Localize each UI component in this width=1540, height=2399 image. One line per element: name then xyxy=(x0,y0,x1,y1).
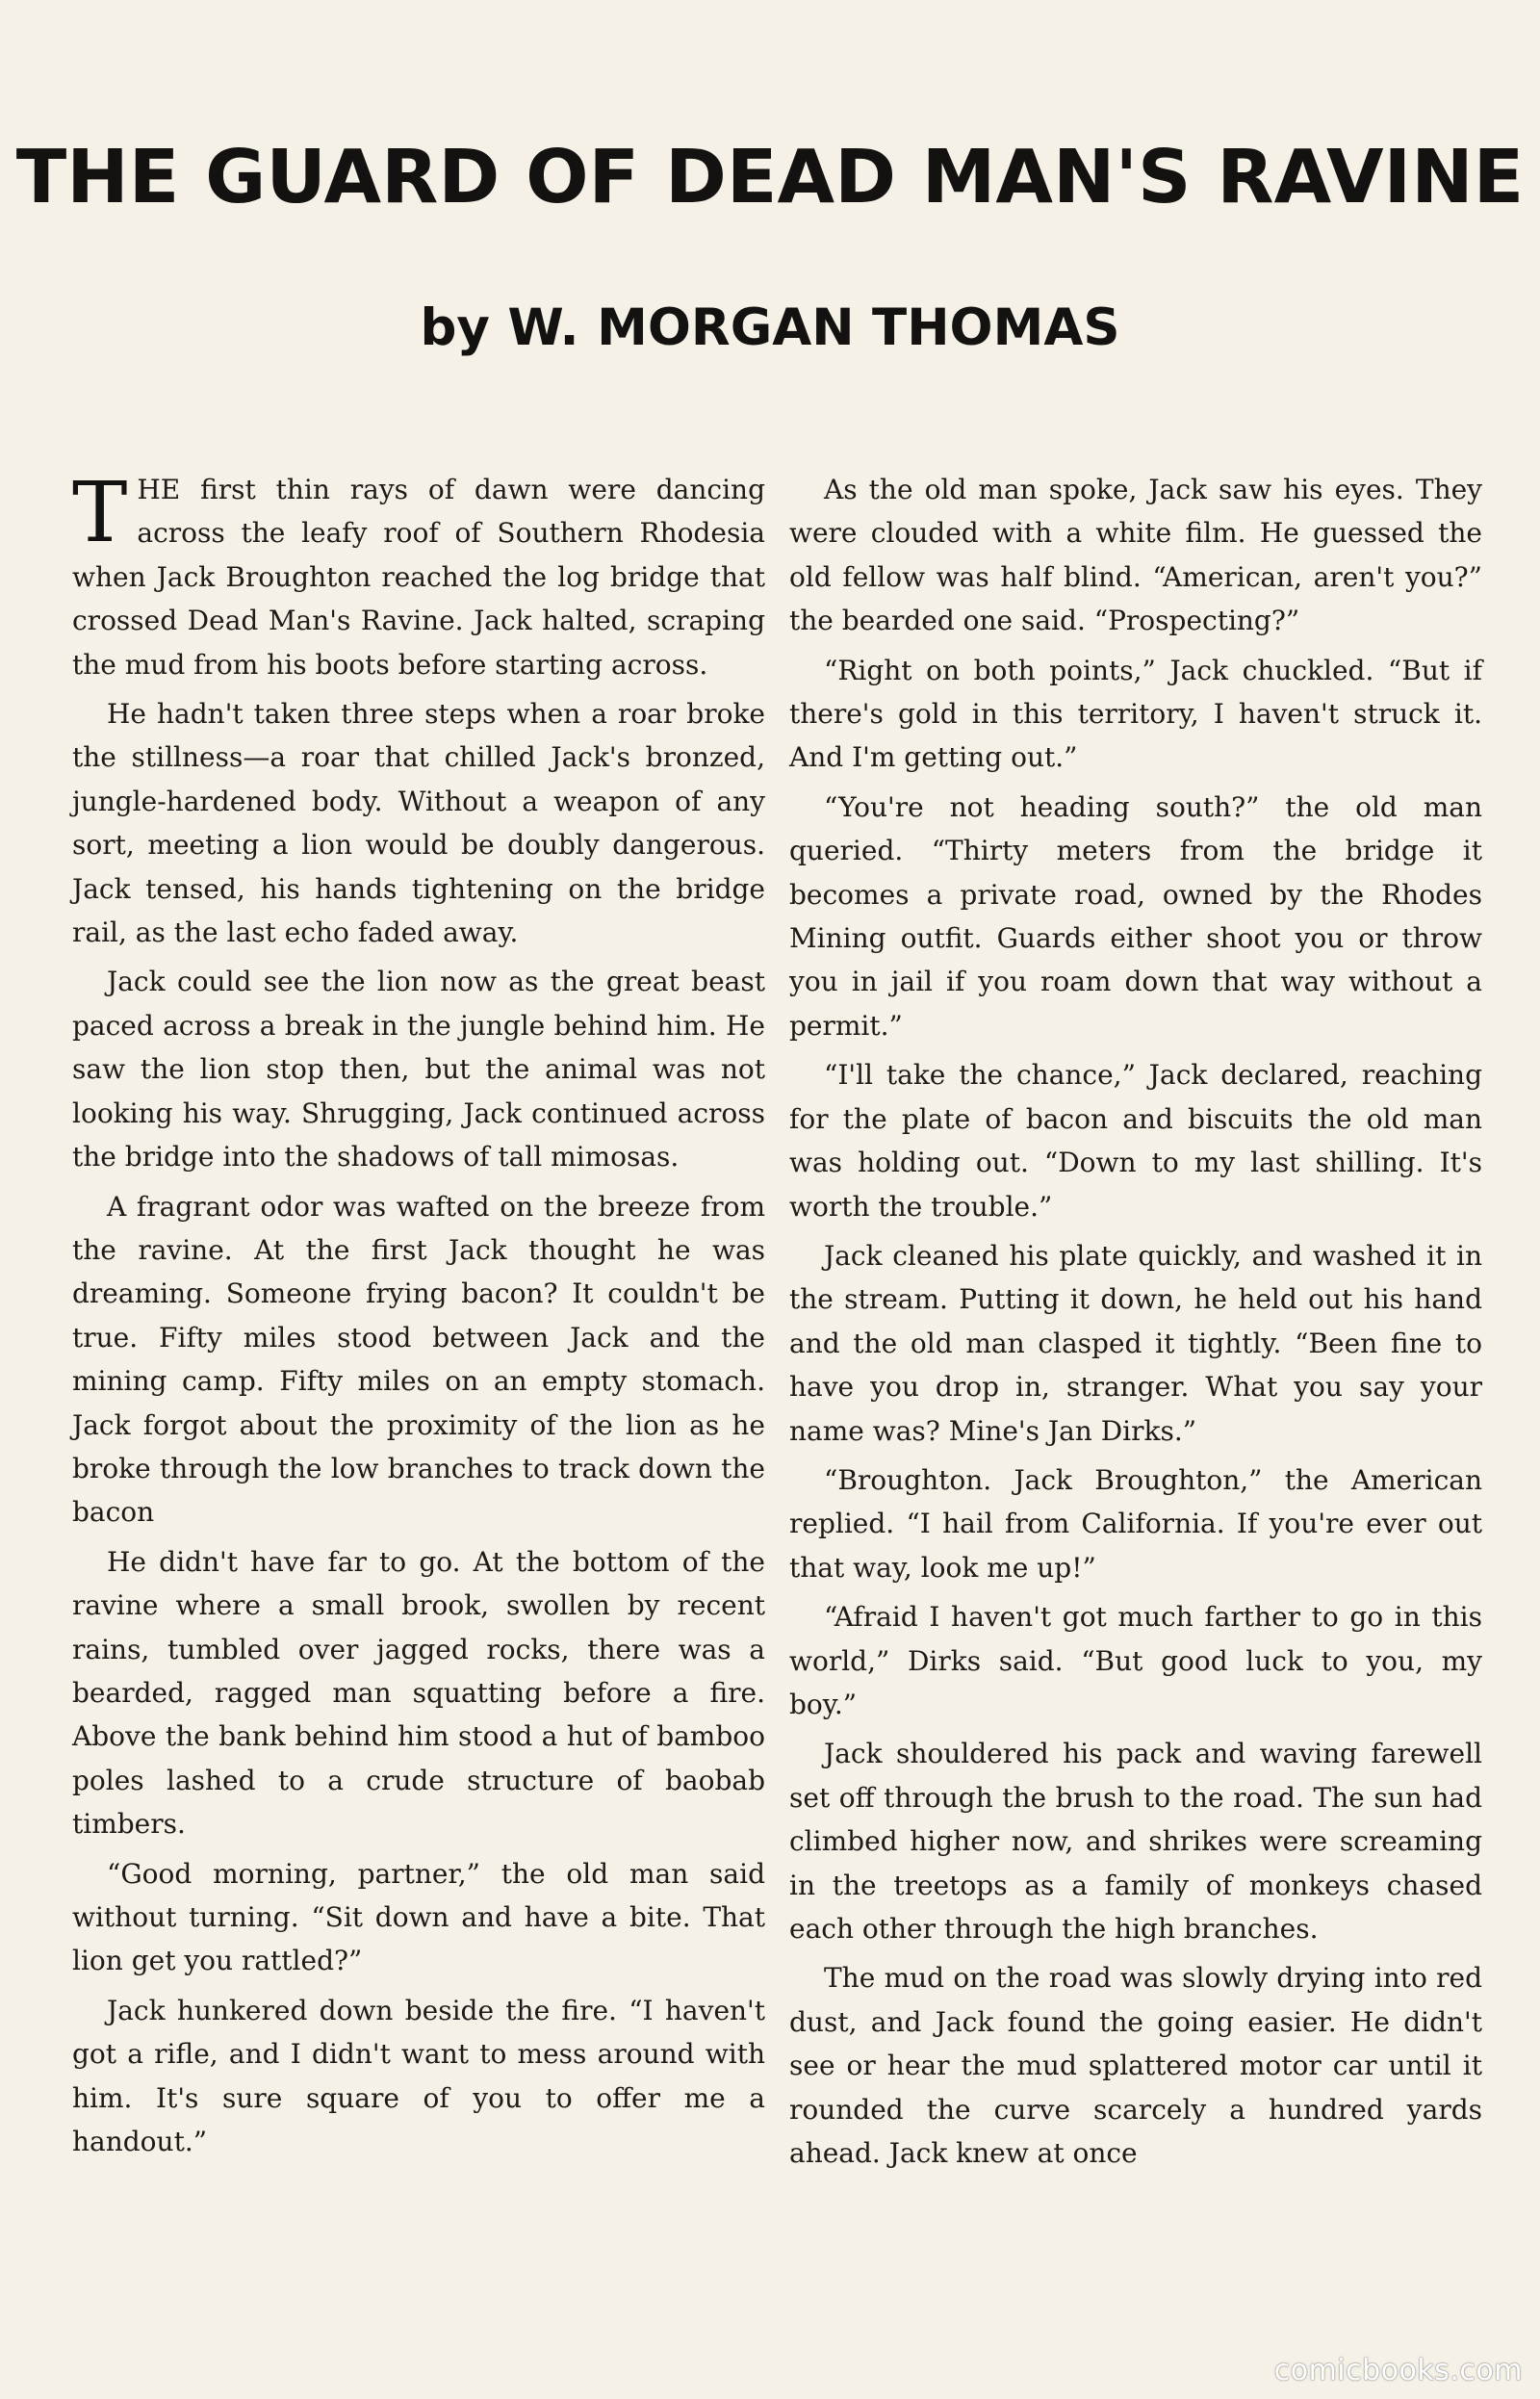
paragraph-text: HE first thin rays of dawn were dancing across the leafy roof of Southern Rhodesia when Jack Broughton reached the log bridge that crossed Dead Man's Ravine. Jack halted, scraping the mud from his boots before starting across. xyxy=(72,474,765,681)
paragraph: “Broughton. Jack Broughton,” the American replied. “I hail from California. If you're ever out that way, look me up!” xyxy=(789,1463,1482,1584)
paragraph: He hadn't taken three steps when a roar broke the stillness—a roar that chilled Jack's bronzed, jungle-hardened body. Without a weapon of any sort, meeting a lion would be doubly dangerous. Jack tensed, his hands tightening on the bridge rail, as the last echo faded away. xyxy=(72,698,765,949)
paragraph: He didn't have far to go. At the bottom of the ravine where a small brook, swollen by recent rains, tumbled over jagged rocks, there was a bearded, ragged man squatting before a fire. Above the bank behind him stood a hut of bamboo poles lashed to a crude structure of baobab timbers. xyxy=(72,1545,765,1841)
right-column xyxy=(789,468,1482,2180)
paragraph: “Afraid I haven't got much farther to go in this world,” Dirks said. “But good luck to you, my boy.” xyxy=(789,1601,1482,1720)
paragraph: Jack cleaned his plate quickly, and washed it in the stream. Putting it down, he held out his hand and the old man clasped it tightly. “Been fine to have you drop in, stranger. What you say your name was? Mine's Jan Dirks.” xyxy=(789,1239,1482,1447)
paragraph: Jack could see the lion now as the great beast paced across a break in the jungle behind him. He saw the lion stop then, but the animal was not looking his way. Shrugging, Jack continued across the bridge into the shadows of tall mimosas. xyxy=(72,966,765,1174)
paragraph: As the old man spoke, Jack saw his eyes. They were clouded with a white film. He guessed the old fellow was half blind. “American, aren't you?” the bearded one said. “Prospecting?” xyxy=(789,474,1482,637)
drop-cap: T xyxy=(72,465,128,561)
paragraph: Jack hunkered down beside the fire. “I haven't got a rifle, and I didn't want to mess around with him. It's sure square of you to offer me a handout.” xyxy=(72,1994,765,2158)
story-byline: by W. MORGAN THOMAS xyxy=(420,298,1120,357)
left-column xyxy=(72,465,765,2169)
watermark: comicbooks.com xyxy=(1273,2354,1523,2387)
paragraph: “I'll take the chance,” Jack declared, reaching for the plate of bacon and biscuits the old man was holding out. “Down to my last shilling. It's worth the trouble.” xyxy=(789,1059,1482,1223)
paragraph: “Right on both points,” Jack chuckled. “But if there's gold in this territory, I haven't struck it. And I'm getting out.” xyxy=(789,654,1482,774)
paragraph: “Good morning, partner,” the old man said without turning. “Sit down and have a bite. That lion get you rattled?” xyxy=(72,1857,765,1977)
paragraph: The mud on the road was slowly drying into red dust, and Jack found the going easier. He didn't see or hear the mud splattered motor car until it rounded the curve scarcely a hundred yards ahead. Jack knew at once xyxy=(789,1962,1482,2170)
paragraph: Jack shouldered his pack and waving farewell set off through the brush to the road. The sun had climbed higher now, and shrikes were screaming in the treetops as a family of monkeys chased each other through the high branches. xyxy=(789,1738,1482,1945)
paragraph: “You're not heading south?” the old man queried. “Thirty meters from the bridge it becomes a private road, owned by the Rhodes Mining outfit. Guards either shoot you or throw you in jail if you roam down that way without a permit.” xyxy=(789,790,1482,1042)
paragraph: A fragrant odor was wafted on the breeze from the ravine. At the first Jack thought he was dreaming. Someone frying bacon? It couldn't be true. Fifty miles stood between Jack and the mining camp. Fifty miles on an empty stomach. Jack forgot about the proximity of the lion as he broke through the low branches to track down the bacon xyxy=(72,1190,765,1529)
story-title: THE GUARD OF DEAD MAN'S RAVINE xyxy=(15,135,1525,220)
paragraph xyxy=(72,465,765,686)
